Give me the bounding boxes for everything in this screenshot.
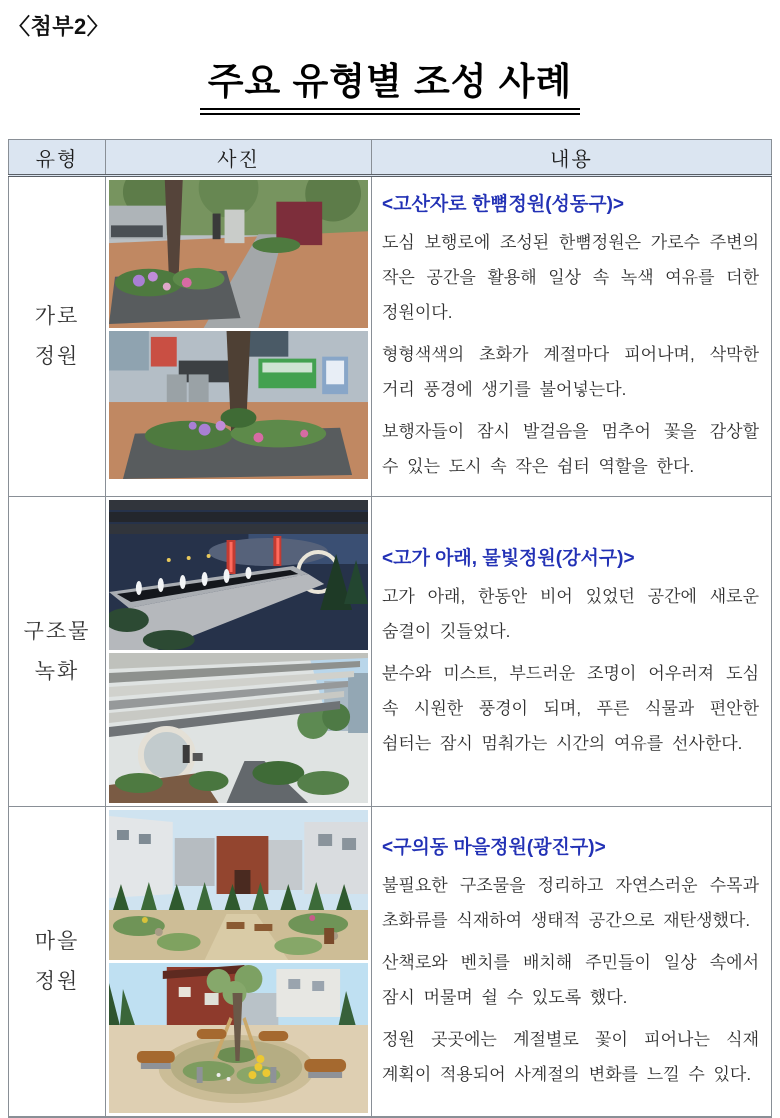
content-cell-street-garden bbox=[372, 176, 772, 497]
col-header-content: 내용 bbox=[372, 140, 772, 176]
case-title: <구의동 마을정원(광진구)> bbox=[382, 836, 606, 858]
attachment-label: 〈첨부2〉 bbox=[8, 14, 110, 39]
village-garden-path-photo bbox=[109, 810, 368, 960]
under-overpass-path-day-photo bbox=[109, 653, 368, 803]
case-title: <고산자로 한뼘정원(성동구)> bbox=[382, 194, 625, 215]
case-paragraph: 형형색색의 초화가 계절마다 피어나며, 삭막한 거리 풍경에 생기를 불어넣는다. bbox=[382, 345, 759, 399]
content-cell-structure-greening bbox=[372, 497, 772, 807]
street-garden-planter-bus-photo bbox=[109, 331, 368, 479]
photo-cell-structure-greening bbox=[106, 497, 372, 807]
header-row bbox=[9, 140, 772, 176]
case-paragraph: 정원 곳곳에는 계절별로 꽃이 피어나는 식재 계획이 적용되어 사계절의 변화를 느낄 수 있다. bbox=[382, 1029, 759, 1084]
street-garden-sidewalk-photo bbox=[109, 180, 368, 328]
case-paragraph: 분수와 미스트, 부드러운 조명이 어우러져 도심 속 시원한 풍경이 되며, 푸른 식물과 편안한 쉼터는 잠시 멈춰가는 시간의 여유를 선사한다. bbox=[382, 663, 759, 753]
content-cell-village-garden bbox=[372, 807, 772, 1118]
type-cell-street-garden: 가로 정원 bbox=[9, 176, 106, 497]
case-table bbox=[8, 139, 772, 1118]
case-paragraph: 고가 아래, 한동안 비어 있었던 공간에 새로운 숨결이 깃들었다. bbox=[382, 586, 759, 641]
case-paragraph: 불필요한 구조물을 정리하고 자연스러운 수목과 초화류를 식재하여 생태적 공간으로 재탄생했다. bbox=[382, 875, 759, 930]
page-title bbox=[8, 51, 772, 115]
photo-cell-village-garden bbox=[106, 807, 372, 1118]
col-header-type: 유형 bbox=[9, 140, 106, 176]
case-paragraph: 산책로와 벤치를 배치해 주민들이 일상 속에서 잠시 머물며 쉴 수 있도록 했다. bbox=[382, 952, 759, 1007]
type-cell-structure-greening: 구조물 녹화 bbox=[9, 497, 106, 807]
table-row-street-garden bbox=[9, 176, 772, 497]
col-header-photo: 사진 bbox=[106, 140, 372, 176]
case-paragraph: 보행자들이 잠시 발걸음을 멈추어 꽃을 감상할 수 있는 도시 속 작은 쉼터 역할을 한다. bbox=[382, 422, 759, 476]
village-garden-round-bed-photo bbox=[109, 963, 368, 1113]
page-title-text: 주요 유형별 조성 사례 bbox=[200, 51, 581, 115]
case-title: <고가 아래, 물빛정원(강서구)> bbox=[382, 547, 635, 569]
type-cell-village-garden: 마을 정원 bbox=[9, 807, 106, 1118]
table-row-structure-greening bbox=[9, 497, 772, 807]
table-row-village-garden bbox=[9, 807, 772, 1118]
photo-cell-street-garden bbox=[106, 176, 372, 497]
case-paragraph: 도심 보행로에 조성된 한뼘정원은 가로수 주변의 작은 공간을 활용해 일상 속 녹색 여유를 더한 정원이다. bbox=[382, 233, 759, 322]
under-overpass-fountain-night-photo bbox=[109, 500, 368, 650]
